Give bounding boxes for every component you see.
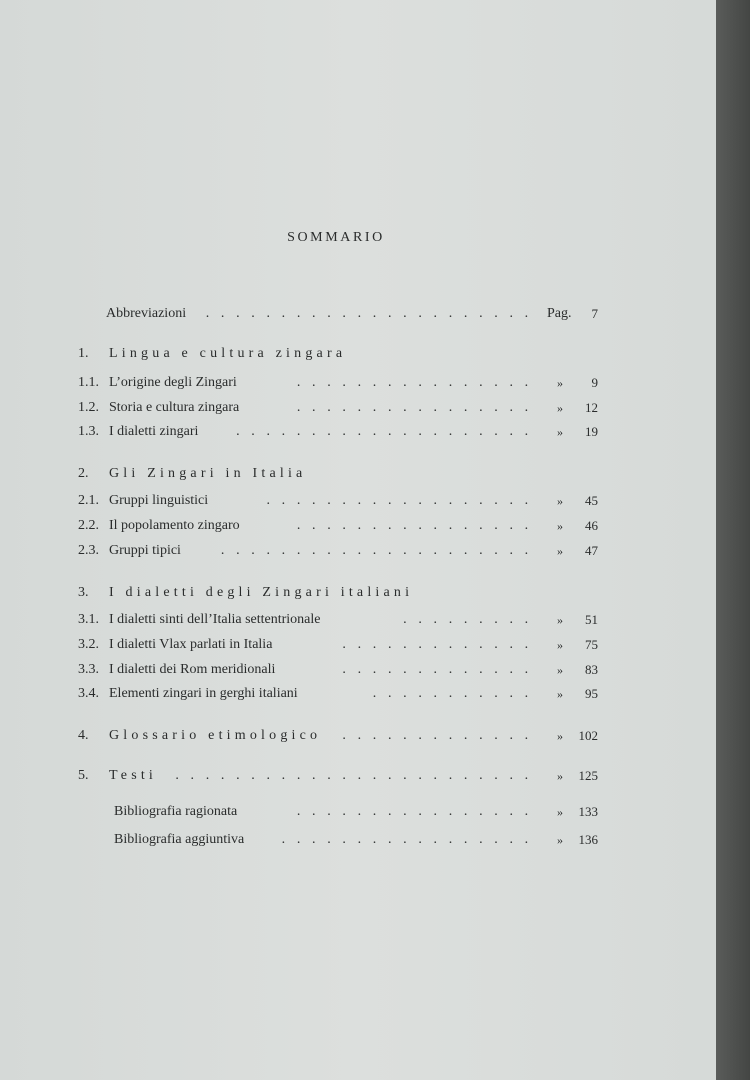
toc-entry-label: I dialetti zingari: [109, 424, 199, 439]
dot-leader: . . . . . . . . . . . . . . . .: [296, 375, 529, 390]
toc-entry-ref: »: [557, 663, 563, 677]
dot-leader: . . . . . . . . . . . . .: [342, 662, 529, 677]
dot-leader: . . . . . . . . .: [403, 612, 529, 627]
toc-entry-label: I dialetti sinti dell’Italia settentrionale: [109, 612, 321, 627]
dot-leader: . . . . . . . . . . . . . . . . . . . . . .: [205, 306, 529, 321]
toc-entry-number: 2.: [78, 466, 89, 481]
toc-entry-label: Il popolamento zingaro: [109, 518, 240, 533]
toc-entry-ref: »: [557, 401, 563, 415]
toc-entry-ref: »: [557, 494, 563, 508]
toc-entry-number: 2.3.: [78, 543, 99, 558]
toc-entry-ref: »: [557, 769, 563, 783]
toc-entry-page: 46: [585, 518, 598, 533]
toc-entry-number: 3.1.: [78, 612, 99, 627]
toc-entry-number: 3.4.: [78, 686, 99, 701]
toc-entry-label: Gruppi linguistici: [109, 493, 209, 508]
dot-leader: . . . . . . . . . . .: [372, 686, 529, 701]
toc-section-heading: [0, 583, 716, 603]
toc-entry: [0, 541, 716, 561]
toc-section-heading: [0, 344, 716, 364]
toc-entry-ref: »: [557, 729, 563, 743]
dot-leader: . . . . . . . . . . . . . . . . .: [281, 832, 529, 847]
toc-entry-number: 4.: [78, 728, 89, 743]
toc-entry-number: 3.: [78, 585, 89, 600]
toc-entry-ref: »: [557, 687, 563, 701]
toc-entry-label: Bibliografia aggiuntiva: [114, 832, 245, 847]
toc-entry-label: I dialetti degli Zingari italiani: [109, 585, 414, 600]
toc-entry-label: Gruppi tipici: [109, 543, 181, 558]
toc-entry-label: L’origine degli Zingari: [109, 375, 237, 390]
dot-leader: . . . . . . . . . . . . . . . .: [296, 804, 529, 819]
toc-entry: [0, 635, 716, 655]
toc-entry: [0, 373, 716, 393]
dot-leader: . . . . . . . . . . . . . . . . . . . . .: [220, 543, 529, 558]
toc-entry-number: 2.1.: [78, 493, 99, 508]
toc-entry-label: Lingua e cultura zingara: [109, 346, 347, 361]
toc-entry-label: I dialetti dei Rom meridionali: [109, 662, 276, 677]
toc-entry-page: 102: [578, 728, 598, 743]
toc-entry-ref: »: [557, 638, 563, 652]
toc-entry: [0, 398, 716, 418]
toc-entry-label: Elementi zingari in gerghi italiani: [109, 686, 298, 701]
toc-section-heading: [0, 726, 716, 746]
toc-entry: [0, 802, 716, 822]
toc-section-heading: [0, 766, 716, 786]
toc-entry-ref: »: [557, 805, 563, 819]
toc-entry-number: 1.2.: [78, 400, 99, 415]
toc-entry-ref: »: [557, 544, 563, 558]
toc-entry-label: Testi: [109, 768, 158, 783]
toc-entry-ref: »: [557, 613, 563, 627]
toc-entry-page: 45: [585, 493, 598, 508]
dot-leader: . . . . . . . . . . . . . . . .: [296, 518, 529, 533]
toc-entry-page: 133: [578, 804, 598, 819]
toc-entry: [0, 830, 716, 850]
toc-entry-page: 75: [585, 637, 598, 652]
toc-entry-page: 7: [591, 306, 598, 321]
dot-leader: . . . . . . . . . . . . . . . .: [296, 400, 529, 415]
toc-entry-ref: »: [557, 376, 563, 390]
toc-entry: [0, 422, 716, 442]
toc-entry-label: Gli Zingari in Italia: [109, 466, 307, 481]
toc-entry-page: 95: [585, 686, 598, 701]
toc-entry-label: Glossario etimologico: [109, 728, 322, 743]
toc-entry-page: 9: [591, 375, 598, 390]
toc-entry: [0, 660, 716, 680]
toc-entry-number: 3.2.: [78, 637, 99, 652]
page-edge: [716, 0, 750, 1080]
toc-entry-number: 1.3.: [78, 424, 99, 439]
toc-entry: [0, 304, 716, 324]
toc-entry-page: 136: [578, 832, 598, 847]
toc-entry: [0, 491, 716, 511]
toc-entry-number: 3.3.: [78, 662, 99, 677]
dot-leader: . . . . . . . . . . . . . . . . . . . . . . . .: [175, 768, 529, 783]
toc-section-heading: [0, 464, 716, 484]
dot-leader: . . . . . . . . . . . . . . . . . . . .: [236, 424, 529, 439]
toc-entry-page: 19: [585, 424, 598, 439]
toc-entry-ref: »: [557, 833, 563, 847]
toc-entry-page: 125: [578, 768, 598, 783]
toc-entry-number: 1.1.: [78, 375, 99, 390]
dot-leader: . . . . . . . . . . . . . . . . . .: [266, 493, 529, 508]
toc-entry-ref: »: [557, 519, 563, 533]
dot-leader: . . . . . . . . . . . . .: [342, 728, 529, 743]
toc-entry-page: 12: [585, 400, 598, 415]
toc-entry-label: I dialetti Vlax parlati in Italia: [109, 637, 273, 652]
dot-leader: . . . . . . . . . . . . .: [342, 637, 529, 652]
toc-entry-page: 51: [585, 612, 598, 627]
toc-entry-ref: Pag.: [547, 306, 572, 321]
toc-entry: [0, 610, 716, 630]
toc-entry-number: 1.: [78, 346, 89, 361]
toc-entry-page: 47: [585, 543, 598, 558]
toc-entry-label: Storia e cultura zingara: [109, 400, 240, 415]
toc-entry-ref: »: [557, 425, 563, 439]
toc-entry-label: Abbreviazioni: [106, 306, 187, 321]
toc-entry-number: 5.: [78, 768, 89, 783]
toc-entry-page: 83: [585, 662, 598, 677]
page-title: SOMMARIO: [287, 230, 385, 245]
toc-entry-label: Bibliografia ragionata: [114, 804, 238, 819]
toc-entry: [0, 516, 716, 536]
toc-entry-number: 2.2.: [78, 518, 99, 533]
toc-entry: [0, 684, 716, 704]
